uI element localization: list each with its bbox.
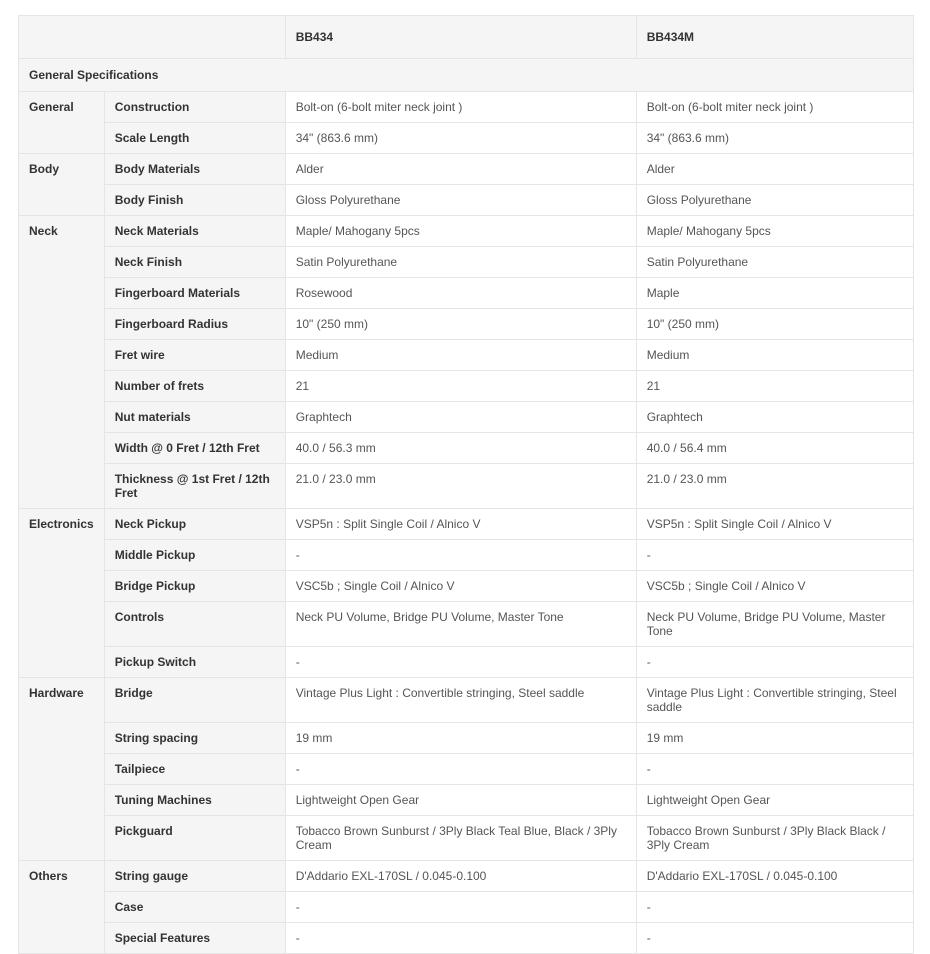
table-row (19, 540, 914, 571)
spec-value-cell-BB434: 40.0 / 56.3 mm (285, 433, 636, 464)
empty-header-cell (19, 16, 286, 59)
spec-label-cell: Neck Finish (104, 247, 285, 278)
spec-value-cell-BB434: 10" (250 mm) (285, 309, 636, 340)
spec-label-cell: Construction (104, 92, 285, 123)
spec-value-cell-BB434: 19 mm (285, 723, 636, 754)
spec-value-cell-BB434: Satin Polyurethane (285, 247, 636, 278)
table-row (19, 785, 914, 816)
table-row (19, 571, 914, 602)
category-cell: Hardware (19, 678, 105, 861)
table-row (19, 816, 914, 861)
spec-value-cell-BB434M: Neck PU Volume, Bridge PU Volume, Master Tone (636, 602, 913, 647)
table-row (19, 723, 914, 754)
spec-value-cell-BB434M: Medium (636, 340, 913, 371)
table-row (19, 678, 914, 723)
spec-label-cell: Bridge Pickup (104, 571, 285, 602)
spec-label-cell: Nut materials (104, 402, 285, 433)
spec-label-cell: Tailpiece (104, 754, 285, 785)
header-row (19, 16, 914, 59)
table-row (19, 923, 914, 954)
spec-value-cell-BB434: Lightweight Open Gear (285, 785, 636, 816)
spec-value-cell-BB434: - (285, 540, 636, 571)
spec-label-cell: Pickup Switch (104, 647, 285, 678)
product-column-header-2: BB434M (636, 16, 913, 59)
table-row (19, 602, 914, 647)
spec-value-cell-BB434M: - (636, 892, 913, 923)
spec-value-cell-BB434M: 40.0 / 56.4 mm (636, 433, 913, 464)
spec-label-cell: Fingerboard Materials (104, 278, 285, 309)
spec-label-cell: Thickness @ 1st Fret / 12th Fret (104, 464, 285, 509)
spec-value-cell-BB434M: - (636, 923, 913, 954)
spec-value-cell-BB434: - (285, 647, 636, 678)
spec-label-cell: Special Features (104, 923, 285, 954)
spec-label-cell: Width @ 0 Fret / 12th Fret (104, 433, 285, 464)
spec-value-cell-BB434M: 34" (863.6 mm) (636, 123, 913, 154)
spec-value-cell-BB434M: VSP5n : Split Single Coil / Alnico V (636, 509, 913, 540)
spec-value-cell-BB434: 34" (863.6 mm) (285, 123, 636, 154)
spec-value-cell-BB434M: Maple (636, 278, 913, 309)
spec-value-cell-BB434M: 21.0 / 23.0 mm (636, 464, 913, 509)
table-row (19, 278, 914, 309)
spec-value-cell-BB434: Tobacco Brown Sunburst / 3Ply Black Teal Blue, Black / 3Ply Cream (285, 816, 636, 861)
table-row (19, 216, 914, 247)
spec-value-cell-BB434M: 10" (250 mm) (636, 309, 913, 340)
table-row (19, 247, 914, 278)
spec-label-cell: Bridge (104, 678, 285, 723)
category-cell: Body (19, 154, 105, 216)
spec-value-cell-BB434M: Satin Polyurethane (636, 247, 913, 278)
spec-label-cell: Case (104, 892, 285, 923)
spec-label-cell: Pickguard (104, 816, 285, 861)
spec-value-cell-BB434: Vintage Plus Light : Convertible stringing, Steel saddle (285, 678, 636, 723)
spec-table-container (18, 15, 914, 954)
spec-value-cell-BB434: Neck PU Volume, Bridge PU Volume, Master Tone (285, 602, 636, 647)
category-cell: Electronics (19, 509, 105, 678)
table-row (19, 754, 914, 785)
table-row (19, 371, 914, 402)
spec-value-cell-BB434M: Alder (636, 154, 913, 185)
spec-value-cell-BB434: Maple/ Mahogany 5pcs (285, 216, 636, 247)
table-row (19, 154, 914, 185)
table-row (19, 464, 914, 509)
spec-value-cell-BB434: - (285, 892, 636, 923)
spec-value-cell-BB434M: 21 (636, 371, 913, 402)
spec-label-cell: Fingerboard Radius (104, 309, 285, 340)
spec-table-head (19, 16, 914, 59)
table-row (19, 309, 914, 340)
spec-label-cell: String spacing (104, 723, 285, 754)
spec-value-cell-BB434: 21.0 / 23.0 mm (285, 464, 636, 509)
spec-value-cell-BB434M: - (636, 647, 913, 678)
category-cell: Neck (19, 216, 105, 509)
spec-value-cell-BB434M: Maple/ Mahogany 5pcs (636, 216, 913, 247)
spec-label-cell: Fret wire (104, 340, 285, 371)
spec-value-cell-BB434: Graphtech (285, 402, 636, 433)
spec-value-cell-BB434: VSP5n : Split Single Coil / Alnico V (285, 509, 636, 540)
spec-value-cell-BB434M: - (636, 540, 913, 571)
spec-label-cell: Tuning Machines (104, 785, 285, 816)
spec-value-cell-BB434: Gloss Polyurethane (285, 185, 636, 216)
spec-value-cell-BB434: - (285, 923, 636, 954)
spec-value-cell-BB434: Medium (285, 340, 636, 371)
spec-label-cell: Controls (104, 602, 285, 647)
spec-value-cell-BB434M: VSC5b ; Single Coil / Alnico V (636, 571, 913, 602)
table-row (19, 340, 914, 371)
spec-value-cell-BB434: Rosewood (285, 278, 636, 309)
table-row (19, 509, 914, 540)
spec-value-cell-BB434M: Lightweight Open Gear (636, 785, 913, 816)
table-row (19, 402, 914, 433)
spec-table (18, 15, 914, 954)
spec-label-cell: Scale Length (104, 123, 285, 154)
spec-value-cell-BB434: D'Addario EXL-170SL / 0.045-0.100 (285, 861, 636, 892)
spec-value-cell-BB434: - (285, 754, 636, 785)
category-cell: Others (19, 861, 105, 954)
spec-label-cell: Body Finish (104, 185, 285, 216)
spec-value-cell-BB434: Bolt-on (6-bolt miter neck joint ) (285, 92, 636, 123)
spec-label-cell: Body Materials (104, 154, 285, 185)
spec-label-cell: String gauge (104, 861, 285, 892)
spec-value-cell-BB434: Alder (285, 154, 636, 185)
spec-value-cell-BB434M: Bolt-on (6-bolt miter neck joint ) (636, 92, 913, 123)
spec-label-cell: Neck Pickup (104, 509, 285, 540)
table-row (19, 433, 914, 464)
spec-value-cell-BB434M: Tobacco Brown Sunburst / 3Ply Black Black / 3Ply Cream (636, 816, 913, 861)
section-title: General Specifications (19, 59, 914, 92)
spec-label-cell: Neck Materials (104, 216, 285, 247)
table-row (19, 123, 914, 154)
table-row (19, 185, 914, 216)
spec-value-cell-BB434M: Gloss Polyurethane (636, 185, 913, 216)
spec-label-cell: Number of frets (104, 371, 285, 402)
spec-label-cell: Middle Pickup (104, 540, 285, 571)
spec-value-cell-BB434: 21 (285, 371, 636, 402)
table-row (19, 92, 914, 123)
table-row (19, 647, 914, 678)
product-column-header-1: BB434 (285, 16, 636, 59)
section-header-row (19, 59, 914, 92)
spec-value-cell-BB434M: Vintage Plus Light : Convertible stringing, Steel saddle (636, 678, 913, 723)
spec-value-cell-BB434: VSC5b ; Single Coil / Alnico V (285, 571, 636, 602)
table-row (19, 892, 914, 923)
category-cell: General (19, 92, 105, 154)
spec-table-body (19, 59, 914, 954)
spec-value-cell-BB434M: 19 mm (636, 723, 913, 754)
spec-value-cell-BB434M: Graphtech (636, 402, 913, 433)
spec-value-cell-BB434M: D'Addario EXL-170SL / 0.045-0.100 (636, 861, 913, 892)
table-row (19, 861, 914, 892)
spec-value-cell-BB434M: - (636, 754, 913, 785)
